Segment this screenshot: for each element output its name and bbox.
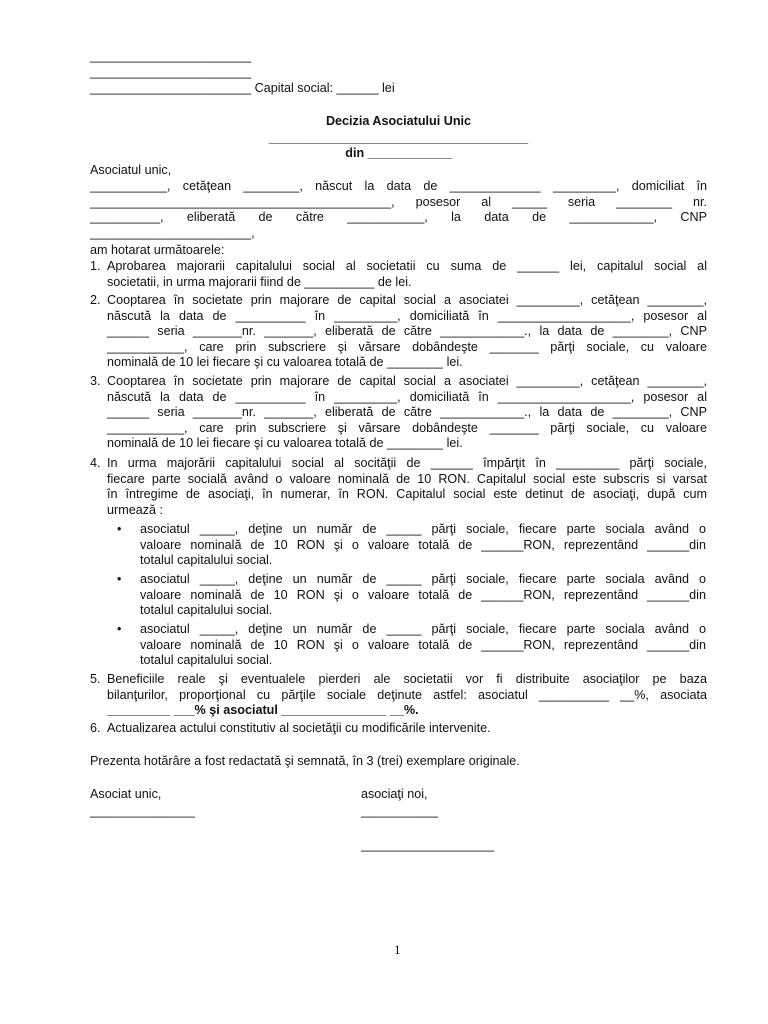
bullet-item-1-line-1: asociatul _____, deţine un număr de _____ părţi sociale, fiecare parte sociala având o	[140, 522, 706, 536]
item-4-line-2: fiecare parte socială având o valoare nominală de 10 RON. Capitalul social este subscris si varsat	[107, 471, 707, 486]
item-5-body	[107, 672, 707, 719]
item-1-body	[107, 259, 707, 290]
header-line-1: _______________________	[90, 49, 252, 63]
signature-left-line: _______________	[90, 804, 196, 818]
item-2-line-5: nominală de 10 lei fiecare şi cu valoarea totală de ________ lei.	[107, 355, 463, 370]
document-title: Decizia Asociatului Unic	[325, 114, 472, 128]
item-5-line-2: bilanţurilor, proporţional cu părţile sociale deţinute astfel: asociatul __________ __%, asociata	[107, 687, 707, 702]
item-3-line-2: născută la data de __________ în _________, domiciliată în ___________________, posesor al	[107, 389, 707, 404]
signature-left-label: Asociat unic,	[90, 787, 162, 801]
item-3-number: 3.	[90, 374, 101, 388]
item-2-line-1: Cooptarea în societate prin majorare de capital social a asociatei _________, cetăţean ________,	[107, 293, 707, 307]
header-line-3	[90, 81, 395, 97]
item-1-number: 1.	[90, 259, 101, 273]
item-4-number: 4.	[90, 456, 101, 470]
item-1-line-1: Aprobarea majorarii capitalului social al societatii cu suma de ______ lei, capitalul social al	[107, 259, 707, 273]
bullet-item-2	[140, 572, 706, 619]
decision-date-line: din ____________	[345, 146, 452, 160]
bullet-item-2-line-2: valoare nominală de 10 RON şi o valoare totală de ______RON, reprezentând ______din	[140, 587, 706, 602]
decision-number-line: _____________________________________	[268, 131, 529, 145]
bullet-item-3	[140, 622, 706, 669]
associate-label: Asociatul unic,	[90, 163, 172, 177]
item-3-line-4: ___________, care prin subscriere şi vărsare dobândeşte _______ părţi sociale, cu valoare	[107, 420, 707, 435]
page-number: 1	[394, 942, 401, 957]
item-6-number: 6.	[90, 721, 101, 735]
item-4-line-1: In urma majorării capitalului social al socităţii de ______ împărţit în _________ părţi sociale,	[107, 456, 707, 470]
bullet-item-1-line-3: totalul capitalului social.	[140, 553, 273, 568]
bullet-marker: •	[117, 522, 122, 536]
signature-right-line-2: ___________________	[361, 838, 495, 852]
item-1-line-2: societatii, in urma majorarii fiind de __________ de lei.	[107, 274, 412, 289]
header-line-2: _______________________	[90, 65, 252, 79]
item-6-text: Actualizarea actului constitutiv al societăţii cu modificările intervenite.	[107, 721, 491, 735]
header-blank: _______________________	[90, 81, 252, 95]
bullet-item-1	[140, 522, 706, 569]
bullet-item-1-line-2: valoare nominală de 10 RON şi o valoare totală de ______RON, reprezentând ______din	[140, 537, 706, 552]
bullet-item-3-line-3: totalul capitalului social.	[140, 653, 273, 668]
bullet-item-2-line-1: asociatul _____, deţine un număr de _____ părţi sociale, fiecare parte sociala având o	[140, 572, 706, 586]
bullet-marker: •	[117, 622, 122, 636]
item-2-number: 2.	[90, 293, 101, 307]
item-2-line-2: născută la data de __________ în _________, domiciliată în ___________________, posesor al	[107, 308, 707, 323]
item-3-line-3: ______ seria _______nr. _______, eliberată de către ____________., la data de ________, CNP	[107, 405, 707, 420]
item-5-line-1: Beneficiile reale şi eventualele pierderi ale societatii vor fi distribuite asociaţilor pe baza	[107, 672, 707, 686]
item-5-number: 5.	[90, 672, 101, 686]
item-2-line-3: ______ seria _______nr. _______, eliberată de către ____________., la data de ________, CNP	[107, 324, 707, 339]
bullet-item-2-line-3: totalul capitalului social.	[140, 603, 273, 618]
intro-line-4: _______________________,	[90, 225, 255, 240]
intro-line-2: ___________________________________________, posesor al _____ seria ________ nr.	[90, 194, 707, 209]
intro-line-3: __________, eliberată de către ___________, la data de ____________, CNP	[90, 210, 707, 225]
item-5-line-3: _________ ___% şi asociatul _______________ __%.	[107, 703, 419, 718]
item-4-line-3: în întregime de asociaţi, în numerar, în RON. Capitalul social este detinut de asociaţi, după cum	[107, 487, 707, 502]
bullet-item-3-line-2: valoare nominală de 10 RON şi o valoare totală de ______RON, reprezentând ______din	[140, 637, 706, 652]
item-2-body	[107, 293, 707, 371]
item-3-line-5: nominală de 10 lei fiecare şi cu valoarea totală de ________ lei.	[107, 436, 463, 451]
capital-social-label: Capital social: ______ lei	[254, 81, 395, 95]
item-4-line-4: urmează :	[107, 502, 163, 517]
item-3-line-1: Cooptarea în societate prin majorare de capital social a asociatei _________, cetăţean ________,	[107, 374, 707, 388]
closing-statement: Prezenta hotărâre a fost redactată şi semnată, în 3 (trei) exemplare originale.	[90, 754, 520, 768]
item-4-body	[107, 456, 707, 518]
bullet-marker: •	[117, 572, 122, 586]
resolved-label: am hotarat următoarele:	[90, 243, 225, 257]
intro-paragraph	[90, 179, 707, 241]
item-3-body	[107, 374, 707, 452]
item-2-line-4: ___________, care prin subscriere şi vărsare dobândeşte _______ părţi sociale, cu valoare	[107, 339, 707, 354]
intro-line-1: ___________, cetăţean ________, născut la data de _____________ _________, domiciliat în	[90, 179, 707, 193]
signature-right-line-1: ___________	[361, 804, 439, 818]
bullet-item-3-line-1: asociatul _____, deţine un număr de _____ părţi sociale, fiecare parte sociala având o	[140, 622, 706, 636]
signature-right-label: asociaţi noi,	[361, 787, 428, 801]
